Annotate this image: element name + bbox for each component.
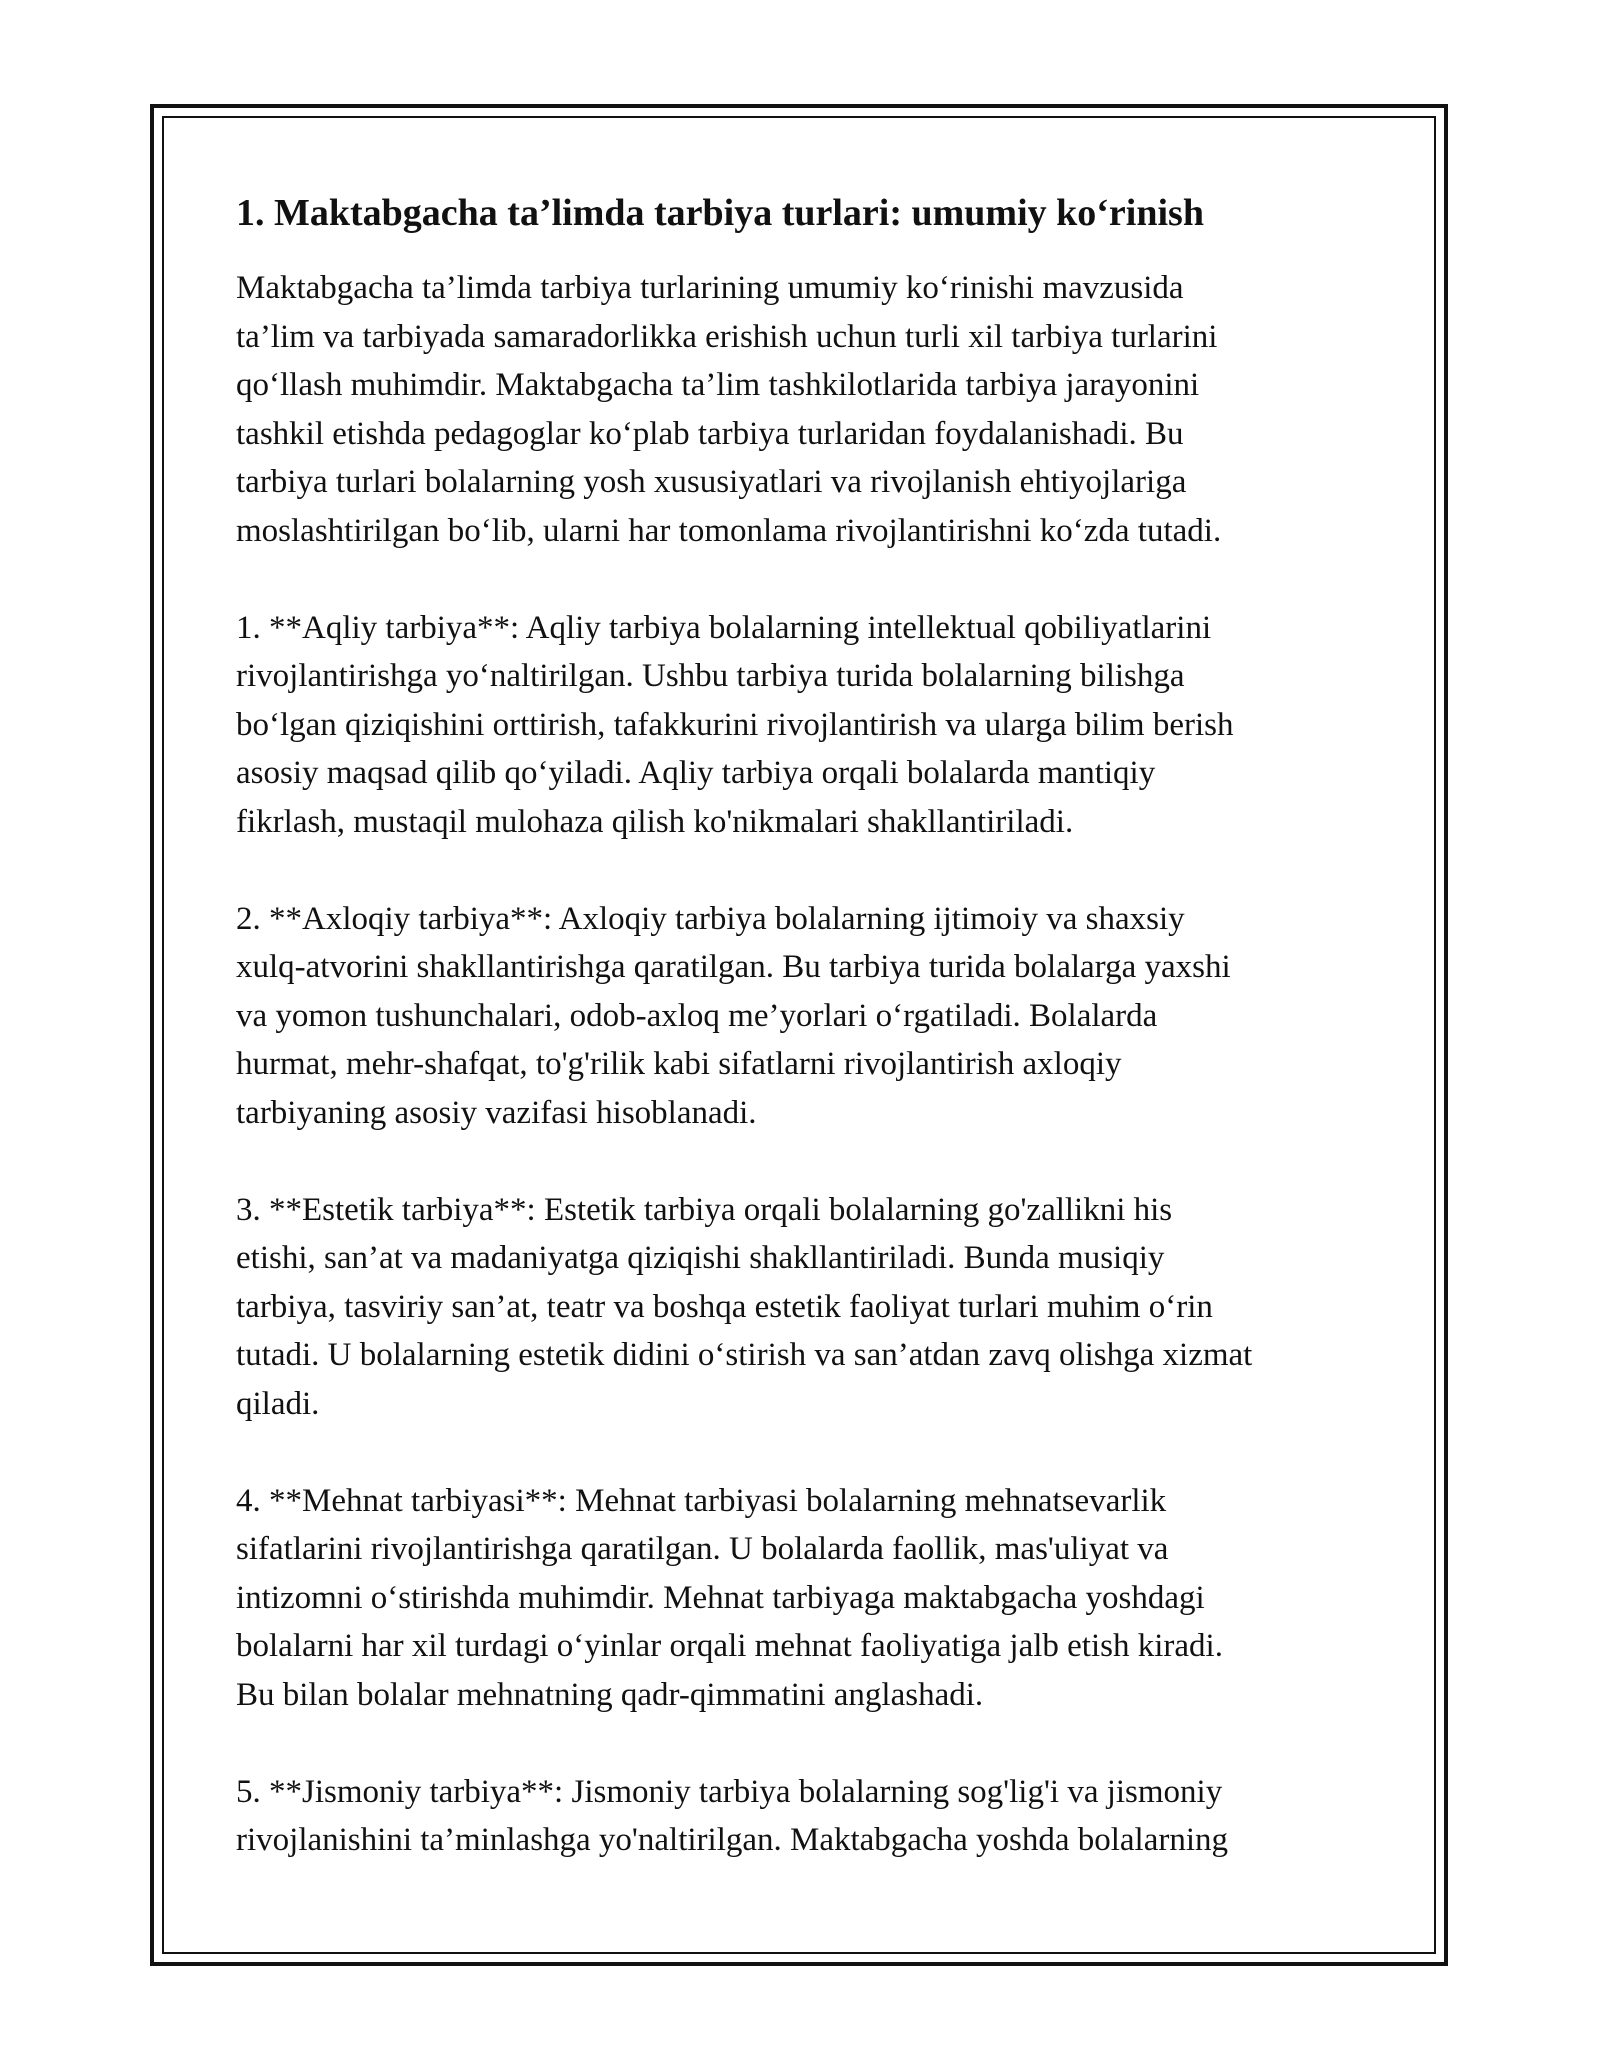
text-line: intizomni o‘stirishda muhimdir. Mehnat tarbiyaga maktabgacha yoshdagi (236, 1579, 1205, 1616)
text-line: 3. **Estetik tarbiya**: Estetik tarbiya orqali bolalarning go'zallikni his (236, 1191, 1173, 1228)
text-line: hurmat, mehr-shafqat, to'g'rilik kabi sifatlarni rivojlantirish axloqiy (236, 1046, 1122, 1082)
text-line: fikrlash, mustaqil mulohaza qilish ko'nikmalari shakllantiriladi. (236, 803, 1074, 840)
text-line: qiladi. (236, 1385, 320, 1422)
text-line: tarbiyaning asosiy vazifasi hisoblanadi. (236, 1094, 757, 1131)
paragraph-intro (236, 264, 1376, 555)
paragraph-axloqiy-tarbiya (236, 895, 1376, 1138)
text-line: bo‘lgan qiziqishini orttirish, tafakkurini rivojlantirish va ularga bilim berish (236, 706, 1234, 743)
text-line: ta’lim va tarbiyada samaradorlikka erishish uchun turli xil tarbiya turlarini (236, 318, 1218, 355)
text-line: va yomon tushunchalari, odob-axloq me’yorlari o‘rgatiladi. Bolalarda (236, 997, 1158, 1034)
paragraph-jismoniy-tarbiya (236, 1768, 1376, 1865)
document-body (236, 190, 1376, 1913)
text-line: 1. **Aqliy tarbiya**: Aqliy tarbiya bolalarning intellektual qobiliyatlarini (236, 609, 1212, 646)
text-line: tarbiya, tasviriy san’at, teatr va boshqa estetik faoliyat turlari muhim o‘rin (236, 1288, 1213, 1325)
text-line: tashkil etishda pedagoglar ko‘plab tarbiya turlaridan foydalanishadi. Bu (236, 415, 1184, 452)
text-line: tarbiya turlari bolalarning yosh xususiyatlari va rivojlanish ehtiyojlariga (236, 464, 1187, 500)
text-line: Maktabgacha ta’limda tarbiya turlarining umumiy ko‘rinishi mavzusida (236, 270, 1184, 306)
text-line: moslashtirilgan bo‘lib, ularni har tomonlama rivojlantirishni ko‘zda tutadi. (236, 512, 1222, 549)
text-line: tutadi. U bolalarning estetik didini o‘stirish va san’atdan zavq olishga xizmat (236, 1337, 1253, 1373)
text-line: etishi, san’at va madaniyatga qiziqishi shakllantiriladi. Bunda musiqiy (236, 1240, 1165, 1276)
paragraph-aqliy-tarbiya (236, 604, 1376, 847)
text-line: 5. **Jismoniy tarbiya**: Jismoniy tarbiya bolalarning sog'lig'i va jismoniy (236, 1773, 1223, 1810)
document-title: 1. Maktabgacha ta’limda tarbiya turlari: umumiy ko‘rinish (236, 192, 1204, 234)
text-line: 2. **Axloqiy tarbiya**: Axloqiy tarbiya bolalarning ijtimoiy va shaxsiy (236, 900, 1185, 937)
text-line: rivojlantirishga yo‘naltirilgan. Ushbu tarbiya turida bolalarning bilishga (236, 658, 1185, 694)
text-line: rivojlanishini ta’minlashga yo'naltirilgan. Maktabgacha yoshda bolalarning (236, 1822, 1229, 1858)
text-line: Bu bilan bolalar mehnatning qadr-qimmatini anglashadi. (236, 1676, 984, 1713)
text-line: bolalarni har xil turdagi o‘yinlar orqali mehnat faoliyatiga jalb etish kiradi. (236, 1628, 1223, 1664)
text-line: qo‘llash muhimdir. Maktabgacha ta’lim tashkilotlarida tarbiya jarayonini (236, 367, 1200, 403)
paragraph-mehnat-tarbiyasi (236, 1477, 1376, 1720)
text-line: 4. **Mehnat tarbiyasi**: Mehnat tarbiyasi bolalarning mehnatsevarlik (236, 1482, 1167, 1519)
paragraph-estetik-tarbiya (236, 1186, 1376, 1429)
text-line: xulq-atvorini shakllantirishga qaratilgan. Bu tarbiya turida bolalarga yaxshi (236, 949, 1231, 985)
text-line: sifatlarini rivojlantirishga qaratilgan. U bolalarda faollik, mas'uliyat va (236, 1531, 1169, 1567)
text-line: asosiy maqsad qilib qo‘yiladi. Aqliy tarbiya orqali bolalarda mantiqiy (236, 755, 1156, 791)
